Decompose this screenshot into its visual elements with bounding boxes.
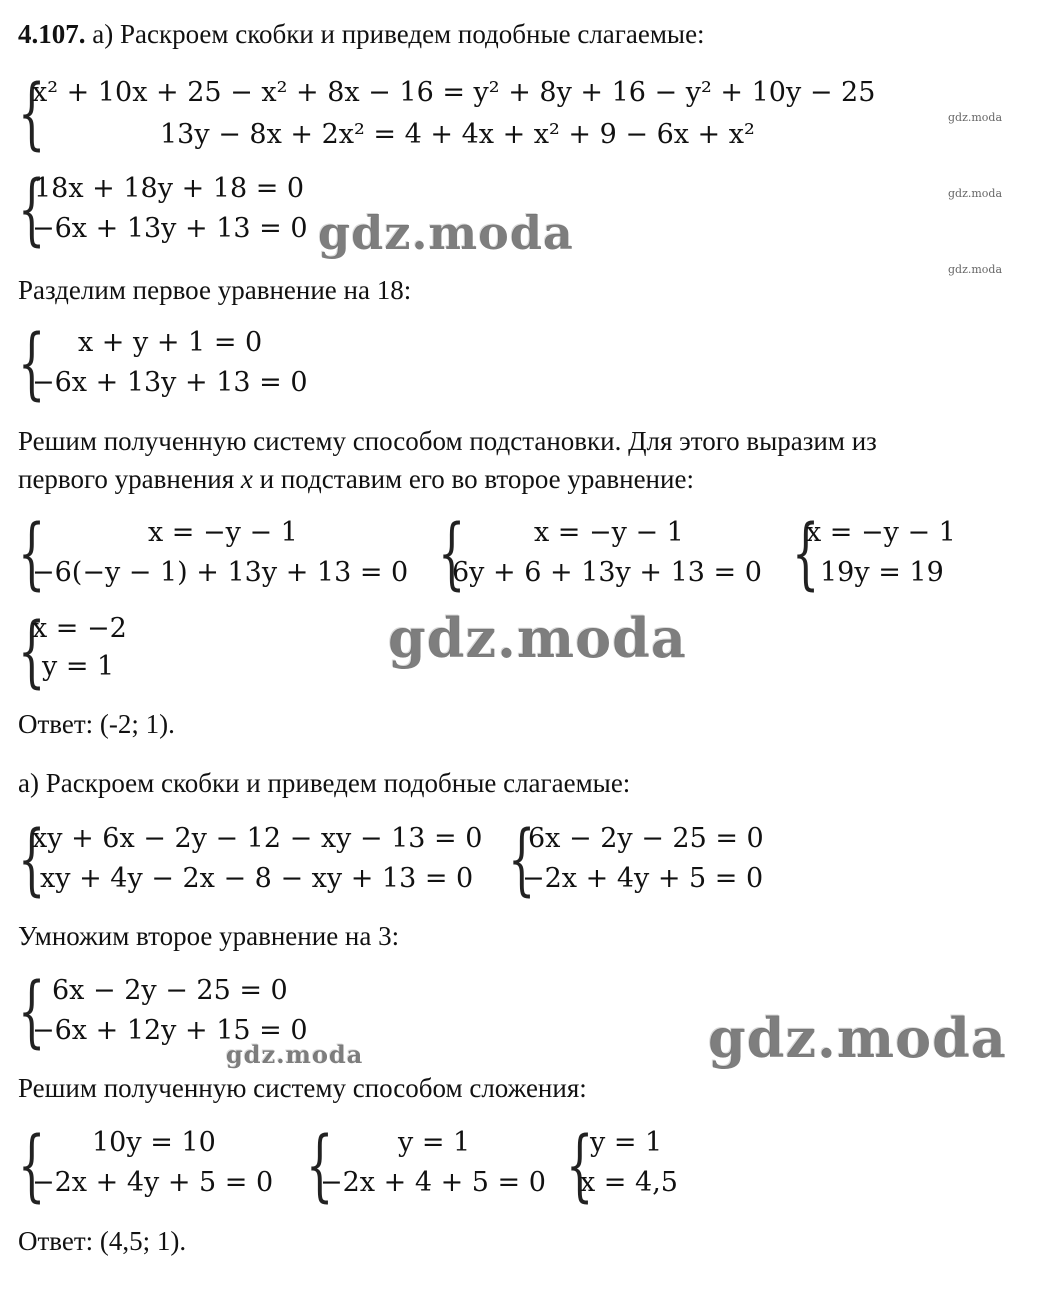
system-6-line-1: x = −y − 1 bbox=[806, 517, 956, 548]
system-10-line-1: 6x − 2y − 25 = 0 bbox=[52, 975, 288, 1006]
system-6: { x = −y − 1 19y = 19 bbox=[792, 509, 956, 599]
watermark-large: gdz.moda bbox=[708, 1006, 1007, 1070]
step-divide: Разделим первое уравнение на 18: bbox=[18, 275, 412, 305]
system-2: { 18x + 18y + 18 = 0 −6x + 13y + 13 = 0 bbox=[18, 165, 308, 255]
system-4-line-2: −6(−y − 1) + 13y + 13 = 0 bbox=[32, 557, 409, 588]
system-1-line-1: x² + 10x + 25 − x² + 8x − 16 = y² + 8y + 16 − y² + 10y − 25 bbox=[32, 77, 876, 108]
system-6-line-2: 19y = 19 bbox=[820, 557, 944, 588]
system-11: { 10y = 10 −2x + 4y + 5 = 0 bbox=[18, 1121, 274, 1211]
system-5: { x = −y − 1 6y + 6 + 13y + 13 = 0 bbox=[438, 509, 762, 599]
system-9-line-2: −2x + 4y + 5 = 0 bbox=[522, 863, 764, 894]
system-1: { x² + 10x + 25 − x² + 8x − 16 = y² + 8y + 16 − y² + 10y − 25 13y − 8x + 2x² = 4 + 4x + x² + 9 − 6x + x² bbox=[18, 69, 876, 159]
system-4-line-1: x = −y − 1 bbox=[148, 517, 298, 548]
answer-1: Ответ: (-2; 1). bbox=[18, 709, 175, 739]
watermark-medium: gdz.moda bbox=[226, 1040, 364, 1069]
system-3-line-1: x + y + 1 = 0 bbox=[78, 327, 263, 358]
system-9-line-1: 6x − 2y − 25 = 0 bbox=[528, 823, 764, 854]
intro-text-a: а) Раскроем скобки и приведем подобные слагаемые: bbox=[92, 19, 705, 49]
system-9: { 6x − 2y − 25 = 0 −2x + 4y + 5 = 0 bbox=[508, 815, 764, 905]
system-8-line-2: xy + 4y − 2x − 8 − xy + 13 = 0 bbox=[40, 863, 474, 894]
problem-header bbox=[18, 18, 705, 50]
system-12-line-1: y = 1 bbox=[398, 1127, 471, 1158]
watermark-small: gdz.moda bbox=[948, 187, 1003, 200]
system-13-line-1: y = 1 bbox=[590, 1127, 663, 1158]
watermark-large: gdz.moda bbox=[388, 606, 687, 670]
watermark-large: gdz.moda bbox=[318, 206, 574, 260]
system-12-line-2: −2x + 4 + 5 = 0 bbox=[320, 1167, 546, 1198]
system-8-line-1: xy + 6x − 2y − 12 − xy − 13 = 0 bbox=[32, 823, 483, 854]
system-8: { xy + 6x − 2y − 12 − xy − 13 = 0 xy + 4y − 2x − 8 − xy + 13 = 0 bbox=[18, 815, 483, 905]
step-subst-line-1: Решим полученную систему способом подстановки. Для этого выразим из bbox=[18, 426, 877, 456]
system-4: { x = −y − 1 −6(−y − 1) + 13y + 13 = 0 bbox=[18, 509, 409, 599]
system-1-line-2: 13y − 8x + 2x² = 4 + 4x + x² + 9 − 6x + x² bbox=[160, 119, 755, 150]
system-5-line-1: x = −y − 1 bbox=[534, 517, 684, 548]
watermark-small: gdz.moda bbox=[948, 111, 1003, 124]
system-2-line-1: 18x + 18y + 18 = 0 bbox=[34, 173, 305, 204]
problem-number: 4.107. bbox=[18, 19, 86, 49]
system-5-line-2: 6y + 6 + 13y + 13 = 0 bbox=[452, 557, 762, 588]
system-12: { y = 1 −2x + 4 + 5 = 0 bbox=[306, 1121, 546, 1211]
variable-x: x bbox=[240, 464, 253, 494]
intro-text-b: а) Раскроем скобки и приведем подобные слагаемые: bbox=[18, 768, 631, 798]
step-multiply: Умножим второе уравнение на 3: bbox=[18, 921, 400, 951]
system-13-line-2: x = 4,5 bbox=[580, 1167, 678, 1198]
system-2-line-2: −6x + 13y + 13 = 0 bbox=[32, 213, 308, 244]
system-7: { x = −2 y = 1 bbox=[18, 607, 127, 697]
answer-2: Ответ: (4,5; 1). bbox=[18, 1226, 187, 1256]
system-11-line-2: −2x + 4y + 5 = 0 bbox=[32, 1167, 274, 1198]
system-11-line-1: 10y = 10 bbox=[92, 1127, 216, 1158]
system-3-line-2: −6x + 13y + 13 = 0 bbox=[32, 367, 308, 398]
system-7-line-2: y = 1 bbox=[42, 651, 115, 682]
system-10-line-2: −6x + 12y + 15 = 0 bbox=[32, 1015, 308, 1046]
system-10: { 6x − 2y − 25 = 0 −6x + 12y + 15 = 0 bbox=[18, 967, 308, 1057]
step-add: Решим полученную систему способом сложения: bbox=[18, 1073, 587, 1103]
system-3: { x + y + 1 = 0 −6x + 13y + 13 = 0 bbox=[18, 319, 308, 409]
watermark-small: gdz.moda bbox=[948, 263, 1003, 276]
system-13: { y = 1 x = 4,5 bbox=[566, 1121, 678, 1211]
step-subst-line-2: первого уравнения x и подставим его во второе уравнение: bbox=[18, 464, 694, 494]
system-7-line-1: x = −2 bbox=[32, 613, 127, 644]
